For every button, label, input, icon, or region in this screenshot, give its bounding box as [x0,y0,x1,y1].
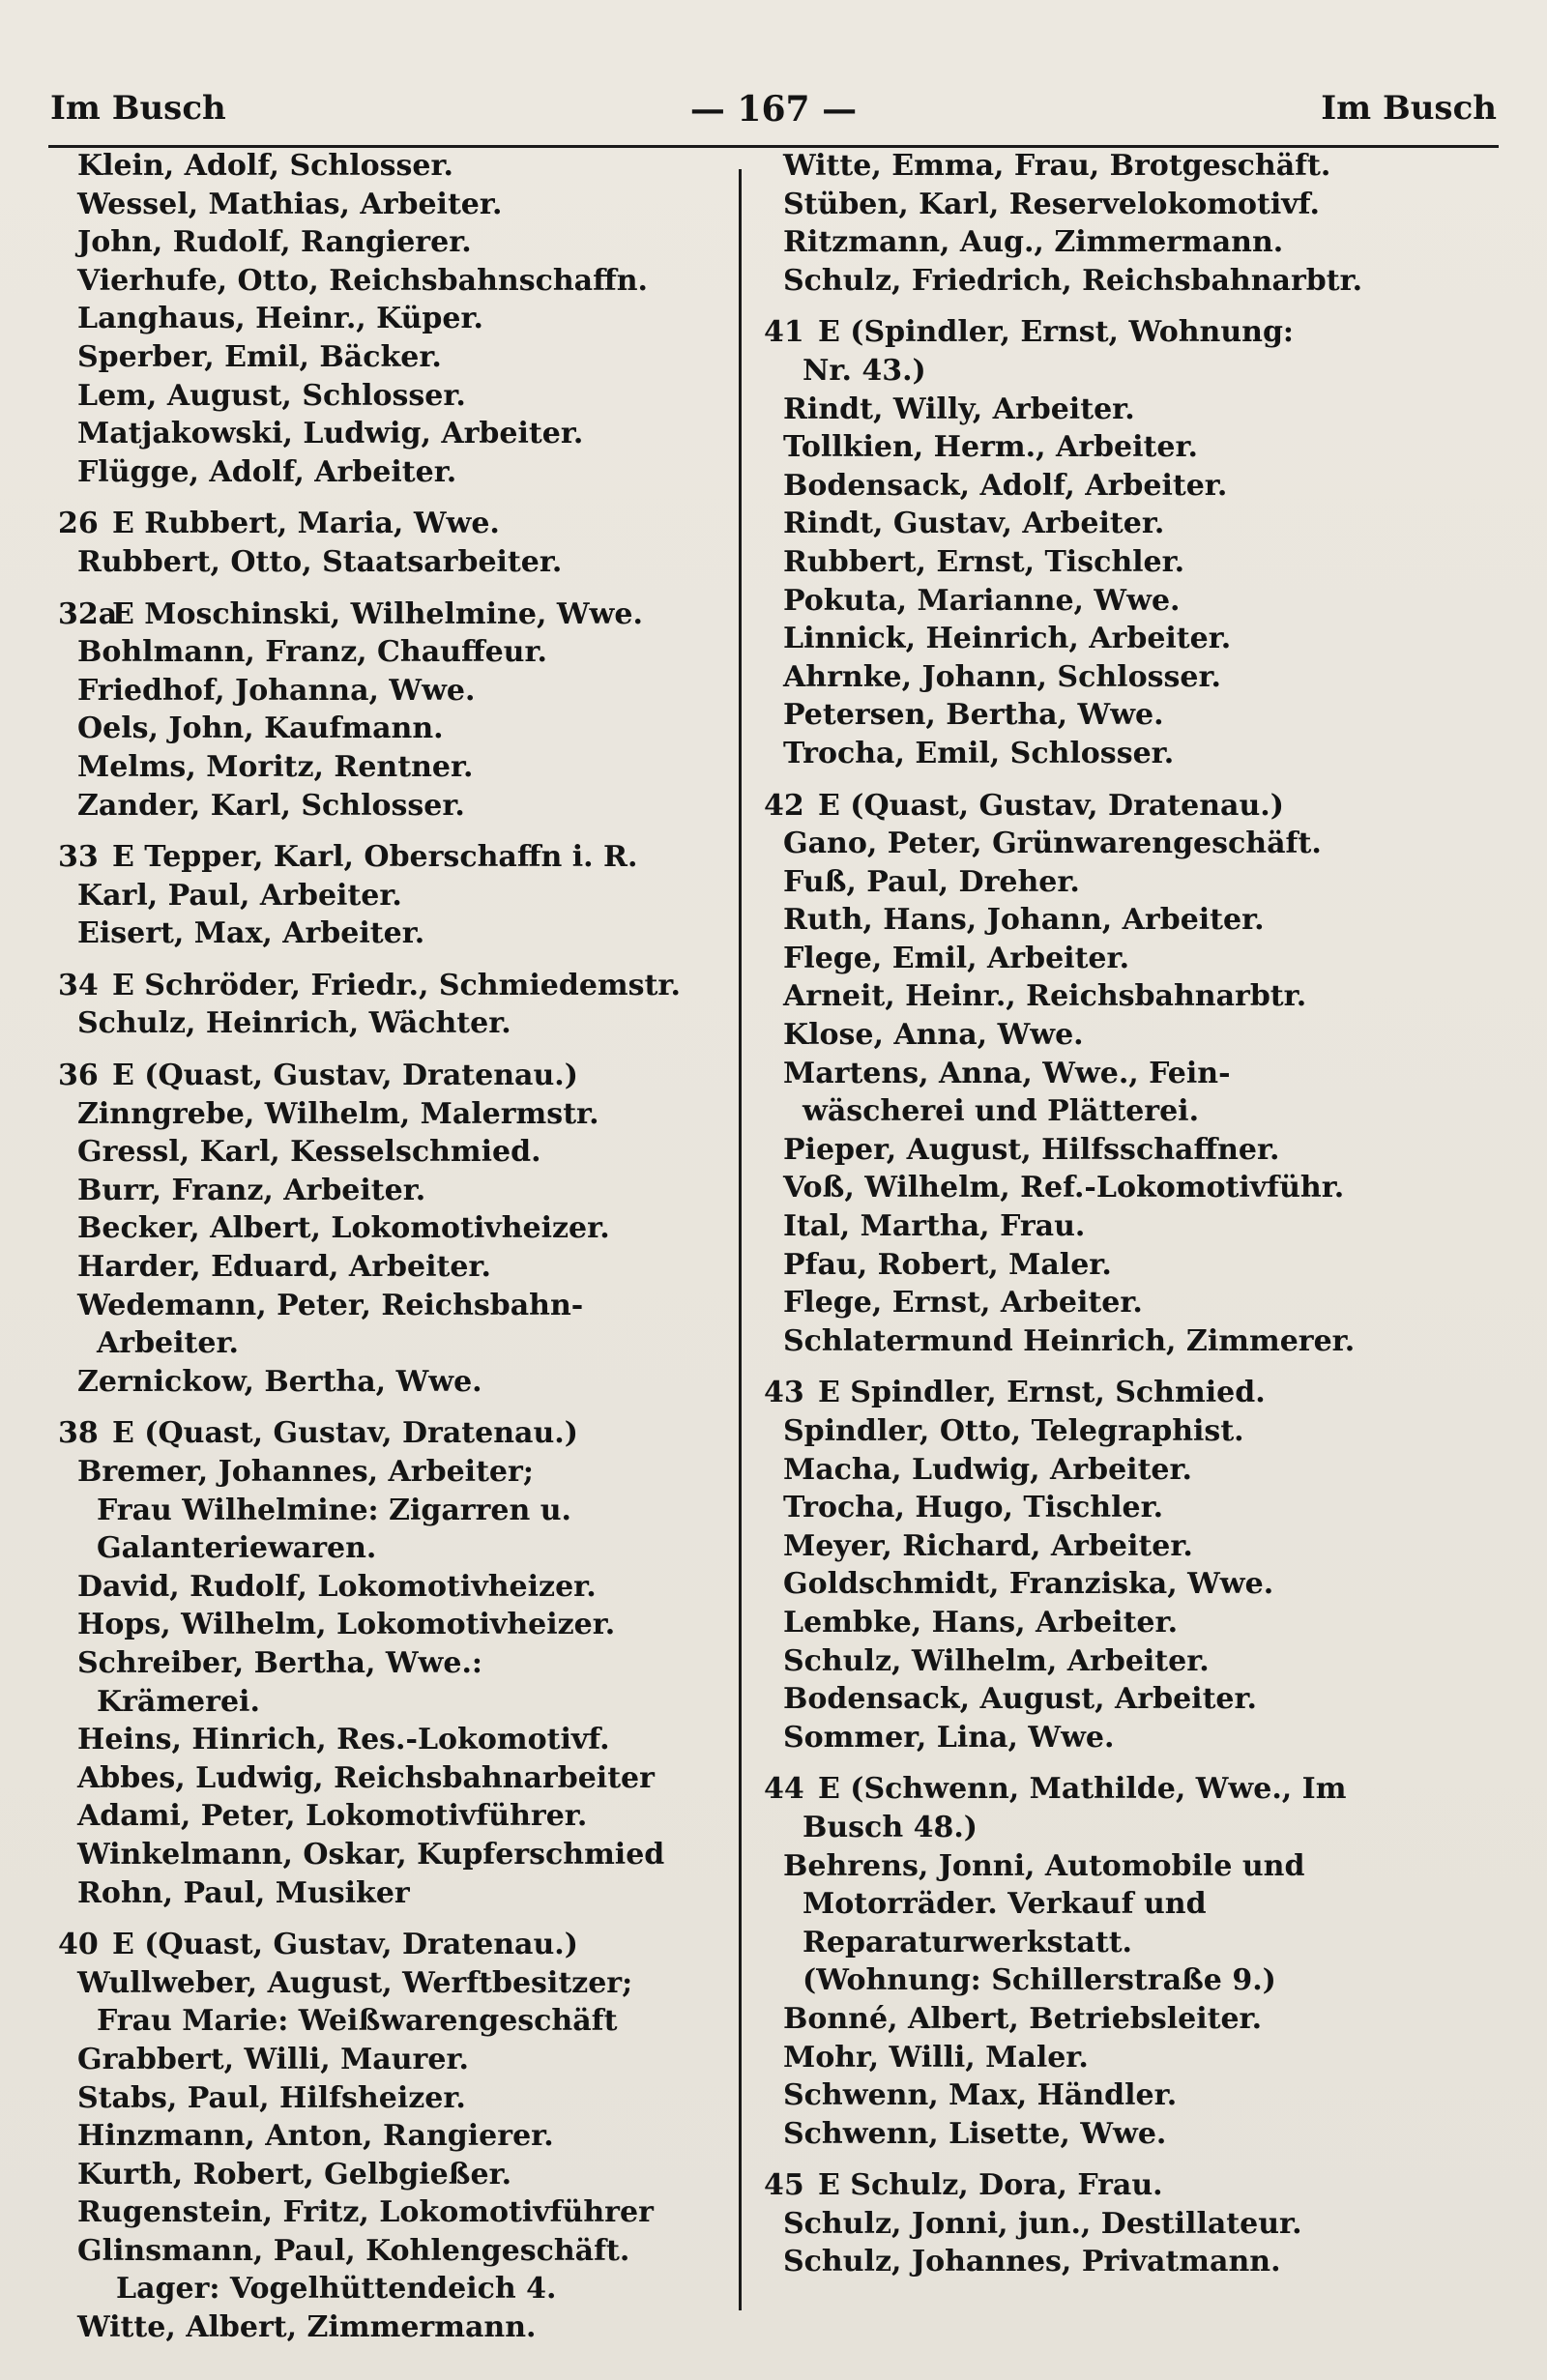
house-entry-line [58,1926,725,1964]
entry-text: Sommer, Lina, Wwe. [783,1720,1115,1755]
resident-line [764,1885,1499,1924]
resident-line [58,2156,725,2194]
entry-text: Ritzmann, Aug., Zimmermann. [783,225,1284,260]
entry-text: Rindt, Gustav, Arbeiter. [783,507,1165,541]
resident-line [764,1680,1499,1719]
resident-line [764,186,1499,224]
entry-text: Wedemann, Peter, Reichsbahn- [77,1288,584,1322]
entry-text: Mohr, Willi, Maler. [783,2040,1089,2075]
entry-gap [58,1043,725,1057]
entry-text: E (Quast, Gustav, Dratenau.) [112,1059,578,1093]
resident-line [58,672,725,711]
resident-line [58,1248,725,1287]
entry-text: Melms, Moritz, Rentner. [77,749,474,784]
entry-text: E Rubbert, Maria, Wwe. [112,507,500,541]
entry-text: John, Rudolf, Rangierer. [77,225,472,260]
resident-line [764,2115,1499,2154]
entry-gap [764,1360,1499,1374]
resident-line [764,1809,1499,1847]
entry-gap [58,1401,725,1414]
entry-text: Bodensack, Adolf, Arbeiter. [783,468,1228,503]
resident-line [58,2041,725,2079]
entry-text: E Schröder, Friedr., Schmiedemstr. [112,968,681,1002]
resident-line [58,2232,725,2271]
entry-gap [58,825,725,838]
resident-line [58,1644,725,1683]
resident-line [764,696,1499,735]
house-number: 34 [58,968,99,1002]
entry-text: Reparaturwerkstatt. [803,1925,1133,1959]
entry-text: Rubbert, Ernst, Tischler. [783,544,1185,579]
entry-text: Meyer, Richard, Arbeiter. [783,1528,1193,1563]
entry-text: Pieper, August, Hilfsschaffner. [783,1132,1280,1167]
resident-line [764,735,1499,773]
resident-line [764,620,1499,658]
resident-line [58,543,725,582]
entry-text: Lager: Vogelhüttendeich 4. [116,2272,557,2307]
entry-text: Rindt, Willy, Arbeiter. [783,392,1135,426]
entry-text: Flege, Emil, Arbeiter. [783,941,1130,975]
entry-text: Lem, August, Schlosser. [77,378,466,413]
resident-line [58,338,725,377]
resident-line [764,428,1499,467]
resident-line [764,1016,1499,1055]
running-header-left: Im Busch [50,89,226,128]
entry-text: Arneit, Heinr., Reichsbahnarbtr. [783,979,1307,1014]
entry-text: E (Quast, Gustav, Dratenau.) [112,1416,578,1451]
resident-line [764,223,1499,262]
resident-line [58,1721,725,1759]
entry-text: Goldschmidt, Franziska, Wwe. [783,1567,1274,1602]
house-number: 41 [764,315,804,350]
entry-text: Rubbert, Otto, Staatsarbeiter. [77,544,563,579]
right-column [764,147,1499,2281]
resident-line [764,582,1499,621]
entry-text: Matjakowski, Ludwig, Arbeiter. [77,417,584,451]
house-number: 43 [764,1376,804,1410]
house-entry-line [58,967,725,1005]
entry-text: Gressl, Karl, Kesselschmied. [77,1135,541,1170]
resident-line [58,1683,725,1722]
entry-text: Trocha, Emil, Schlosser. [783,736,1175,770]
resident-line [764,1565,1499,1604]
entry-gap [58,582,725,595]
resident-line [58,1004,725,1043]
entry-gap [58,953,725,967]
entry-text: E Spindler, Ernst, Schmied. [818,1376,1266,1410]
entry-text: Behrens, Jonni, Automobile und [783,1848,1305,1883]
resident-line [764,2205,1499,2244]
entry-text: Zander, Karl, Schlosser. [77,788,465,823]
entry-text: Langhaus, Heinr., Küper. [77,302,483,336]
resident-line [764,1719,1499,1757]
resident-line [764,262,1499,301]
entry-gap [764,2153,1499,2166]
resident-line [764,352,1499,391]
entry-text: E Tepper, Karl, Oberschaffn i. R. [112,840,638,875]
resident-line [58,710,725,748]
entry-text: Frau Wilhelmine: Zigarren u. [97,1493,572,1527]
resident-line [764,1489,1499,1527]
resident-line [764,467,1499,506]
entry-text: Nr. 43.) [803,353,926,388]
entry-gap [58,491,725,505]
resident-line [58,377,725,416]
resident-line [58,2193,725,2232]
resident-line [58,186,725,224]
entry-text: Ruth, Hans, Johann, Arbeiter. [783,903,1265,938]
resident-line [58,1836,725,1874]
entry-text: E (Spindler, Ernst, Wohnung: [818,315,1294,350]
resident-line [764,940,1499,978]
entry-text: Krämerei. [97,1684,260,1719]
entry-text: Vierhufe, Otto, Reichsbahnschaffn. [77,263,648,298]
entry-text: Wullweber, August, Werftbesitzer; [77,1965,633,2000]
resident-line [764,543,1499,582]
resident-line [58,2079,725,2118]
entry-text: Schulz, Jonni, jun., Destillateur. [783,2206,1302,2241]
resident-line [58,1287,725,1325]
house-number: 36 [58,1059,99,1093]
resident-line [764,2076,1499,2115]
resident-line [764,1284,1499,1322]
entry-text: Macha, Ludwig, Arbeiter. [783,1452,1193,1487]
house-entry-line [764,313,1499,352]
resident-line [764,1131,1499,1170]
entry-text: Witte, Albert, Zimmermann. [77,2310,537,2345]
resident-line [764,1642,1499,1681]
entry-text: Klein, Adolf, Schlosser. [77,149,453,183]
entry-text: Busch 48.) [803,1810,978,1844]
entry-text: Petersen, Bertha, Wwe. [783,698,1164,733]
entry-gap [764,773,1499,787]
entry-text: E Moschinski, Wilhelmine, Wwe. [112,596,643,631]
resident-line [764,147,1499,186]
resident-line [58,1606,725,1644]
entry-text: Klose, Anna, Wwe. [783,1018,1084,1053]
entry-text: (Wohnung: Schillerstraße 9.) [803,1963,1276,1998]
resident-line [58,1095,725,1134]
resident-line [58,914,725,953]
entry-text: Schulz, Friedrich, Reichsbahnarbtr. [783,263,1363,298]
resident-line [58,877,725,915]
resident-line [58,1363,725,1402]
entry-text: Becker, Albert, Lokomotivheizer. [77,1211,610,1246]
entry-text: Stüben, Karl, Reservelokomotivf. [783,187,1320,221]
house-entry-line [58,1414,725,1453]
house-number: 33 [58,840,99,875]
entry-text: Heins, Hinrich, Res.-Lokomotivf. [77,1723,610,1757]
entry-text: Linnick, Heinrich, Arbeiter. [783,622,1232,656]
entry-text: E (Schwenn, Mathilde, Wwe., Im [818,1772,1347,1807]
entry-text: Ahrnke, Johann, Schlosser. [783,659,1221,694]
resident-line [764,1092,1499,1131]
entry-text: Bohlmann, Franz, Chauffeur. [77,635,547,670]
house-number: 32a [58,596,118,631]
entry-text: Sperber, Emil, Bäcker. [77,339,442,374]
entry-text: Lembke, Hans, Arbeiter. [783,1605,1179,1640]
entry-text: Pokuta, Marianne, Wwe. [783,583,1181,618]
resident-line [764,863,1499,902]
entry-text: E Schulz, Dora, Frau. [818,2168,1163,2203]
entry-text: Schreiber, Bertha, Wwe.: [77,1645,482,1680]
resident-line [58,223,725,262]
resident-line [764,2039,1499,2077]
entry-text: David, Rudolf, Lokomotivheizer. [77,1569,597,1604]
resident-line [764,1847,1499,1886]
entry-text: Bonné, Albert, Betriebsleiter. [783,2001,1263,2036]
entry-text: Galanteriewaren. [97,1531,377,1566]
entry-text: Schulz, Wilhelm, Arbeiter. [783,1643,1210,1678]
entry-text: Trocha, Hugo, Tischler. [783,1491,1164,1525]
resident-line [764,1169,1499,1207]
entry-text: Bodensack, August, Arbeiter. [783,1682,1258,1717]
resident-line [58,1324,725,1363]
entry-text: Glinsmann, Paul, Kohlengeschäft. [77,2233,630,2268]
entry-text: Adami, Peter, Lokomotivführer. [77,1799,588,1834]
resident-line [58,787,725,826]
column-divider [739,169,742,2310]
resident-line [58,1172,725,1210]
entry-text: Gano, Peter, Grünwarengeschäft. [783,827,1322,861]
resident-line [58,1759,725,1798]
entry-text: E (Quast, Gustav, Dratenau.) [112,1928,578,1962]
resident-line [58,1209,725,1248]
entry-gap [58,1912,725,1926]
entry-text: Bremer, Johannes, Arbeiter; [77,1455,534,1489]
entry-text: Pfau, Robert, Maler. [783,1247,1112,1282]
resident-line [58,2270,725,2308]
resident-line [58,1529,725,1568]
house-entry-line [58,595,725,634]
entry-text: Karl, Paul, Arbeiter. [77,878,402,913]
entry-text: Zernickow, Bertha, Wwe. [77,1364,482,1399]
entry-text: Voß, Wilhelm, Ref.-Lokomotivführ. [783,1171,1345,1205]
resident-line [58,748,725,787]
resident-line [58,147,725,186]
resident-line [764,825,1499,863]
entry-text: Tollkien, Herm., Arbeiter. [783,430,1198,465]
resident-line [764,977,1499,1016]
resident-line [58,1568,725,1607]
left-column [58,147,725,2347]
entry-text: Kurth, Robert, Gelbgießer. [77,2157,512,2191]
entry-text: Harder, Eduard, Arbeiter. [77,1250,491,1285]
entry-text: Rohn, Paul, Musiker [77,1875,410,1910]
house-number: 40 [58,1928,99,1962]
entry-text: Hops, Wilhelm, Lokomotivheizer. [77,1608,616,1642]
house-entry-line [58,838,725,877]
house-entry-line [58,1057,725,1095]
entry-text: Grabbert, Willi, Maurer. [77,2042,469,2076]
resident-line [764,658,1499,697]
resident-line [764,1451,1499,1490]
entry-text: Oels, John, Kaufmann. [77,711,444,746]
resident-line [764,1412,1499,1451]
house-number: 26 [58,507,99,541]
resident-line [764,2243,1499,2281]
entry-text: Schulz, Johannes, Privatmann. [783,2245,1281,2279]
entry-text: Rugenstein, Fritz, Lokomotivführer [77,2195,654,2230]
resident-line [58,1797,725,1836]
house-entry-line [764,2166,1499,2205]
house-number: 38 [58,1416,99,1451]
entry-text: Flege, Ernst, Arbeiter. [783,1286,1143,1321]
resident-line [58,633,725,672]
entry-text: Friedhof, Johanna, Wwe. [77,673,476,708]
resident-line [764,391,1499,429]
entry-text: Schwenn, Max, Händler. [783,2078,1178,2113]
resident-line [58,1453,725,1492]
entry-gap [764,300,1499,313]
resident-line [58,1133,725,1172]
house-entry-line [58,505,725,543]
entry-text: Eisert, Max, Arbeiter. [77,916,425,951]
entry-text: Flügge, Adolf, Arbeiter. [77,454,457,489]
running-header-right: Im Busch [1321,89,1497,128]
entry-text: Burr, Franz, Arbeiter. [77,1173,426,1207]
entry-text: Stabs, Paul, Hilfsheizer. [77,2080,466,2115]
resident-line [764,1604,1499,1642]
entry-text: Abbes, Ludwig, Reichsbahnarbeiter [77,1760,655,1795]
entry-text: Schlatermund Heinrich, Zimmerer. [783,1323,1356,1358]
resident-line [764,1924,1499,1962]
resident-line [58,2308,725,2347]
resident-line [764,505,1499,543]
resident-line [764,1055,1499,1093]
resident-line [58,2117,725,2156]
entry-gap [764,1756,1499,1770]
resident-line [764,1207,1499,1246]
entry-text: Arbeiter. [97,1326,239,1361]
resident-line [58,300,725,338]
entry-text: Motorräder. Verkauf und [803,1887,1207,1922]
house-number: 44 [764,1772,804,1807]
page-number: — 167 — [689,89,858,130]
entry-text: Spindler, Otto, Telegraphist. [783,1414,1244,1448]
entry-text: Schulz, Heinrich, Wächter. [77,1006,511,1041]
resident-line [58,262,725,301]
resident-line [58,1492,725,1530]
entry-text: wäscherei und Plätterei. [803,1094,1200,1129]
house-entry-line [764,1770,1499,1809]
resident-line [764,1322,1499,1361]
house-entry-line [764,1374,1499,1412]
resident-line [764,901,1499,940]
resident-line [58,1964,725,2003]
resident-line [58,453,725,492]
resident-line [764,1961,1499,2000]
entry-text: Fuß, Paul, Dreher. [783,864,1080,899]
entry-text: Frau Marie: Weißwarengeschäft [97,2004,618,2039]
entry-text: E (Quast, Gustav, Dratenau.) [818,788,1284,823]
entry-text: Martens, Anna, Wwe., Fein- [783,1056,1231,1090]
house-number: 45 [764,2168,804,2203]
resident-line [58,1874,725,1913]
entry-text: Winkelmann, Oskar, Kupferschmied [77,1837,665,1872]
resident-line [764,1527,1499,1566]
entry-text: Zinngrebe, Wilhelm, Malermstr. [77,1096,599,1131]
resident-line [58,2002,725,2041]
entry-text: Witte, Emma, Frau, Brotgeschäft. [783,149,1331,183]
resident-line [764,1246,1499,1285]
house-entry-line [764,787,1499,826]
resident-line [764,2000,1499,2039]
resident-line [58,415,725,453]
entry-text: Wessel, Mathias, Arbeiter. [77,187,503,221]
entry-text: Hinzmann, Anton, Rangierer. [77,2119,554,2154]
house-number: 42 [764,788,804,823]
entry-text: Schwenn, Lisette, Wwe. [783,2116,1167,2151]
entry-text: Ital, Martha, Frau. [783,1209,1086,1244]
